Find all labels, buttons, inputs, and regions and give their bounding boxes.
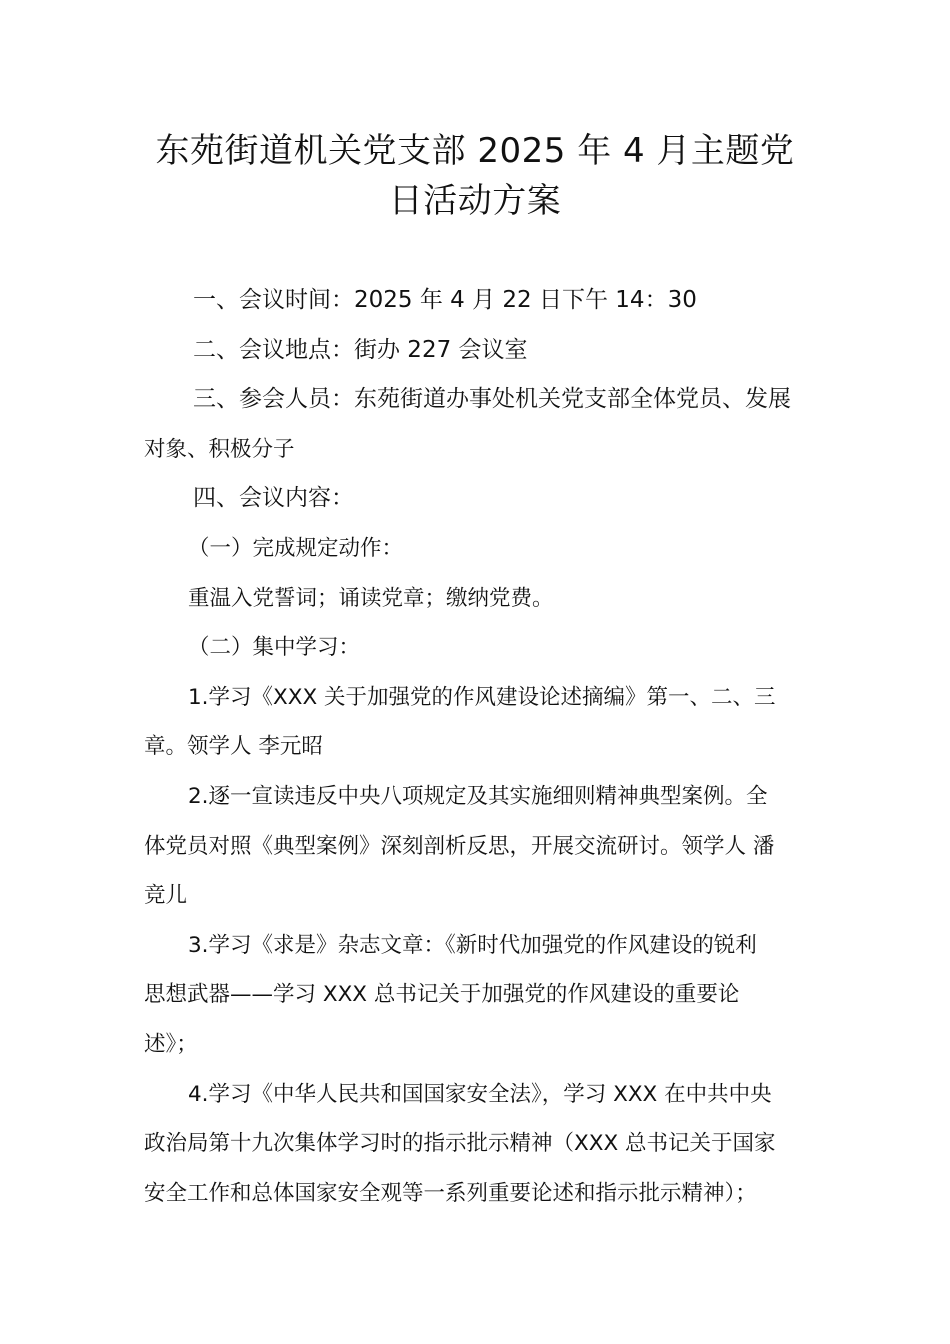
study-item-3-cont-2: 述》； bbox=[144, 1031, 198, 1057]
study-item-4-cont-2: 安全工作和总体国家安全观等一系列重要论述和指示批示精神）； bbox=[144, 1180, 757, 1206]
meeting-time: 一、会议时间：2025 年 4 月 22 日下午 14：30 bbox=[193, 287, 697, 313]
subsection-1-heading: （一）完成规定动作： bbox=[188, 535, 404, 561]
meeting-content-heading: 四、会议内容： bbox=[193, 485, 354, 512]
study-item-1-cont: 章。领学人 李元昭 bbox=[144, 734, 323, 760]
title-line-1: 东苑街道机关党支部 2025 年 4 月主题党 bbox=[155, 131, 795, 171]
study-item-2: 2.逐一宣读违反中央八项规定及其实施细则精神典型案例。全 bbox=[188, 783, 768, 809]
meeting-location: 二、会议地点：街办 227 会议室 bbox=[193, 336, 528, 363]
subsection-1-text: 重温入党誓词；诵读党章；缴纳党费。 bbox=[188, 585, 554, 611]
attendees-cont: 对象、积极分子 bbox=[144, 436, 295, 462]
study-item-2-cont: 体党员对照《典型案例》深刻剖析反思，开展交流研讨。领学人 潘 bbox=[144, 833, 775, 859]
document-body bbox=[144, 276, 808, 1218]
subsection-2-heading: （二）集中学习： bbox=[188, 635, 361, 661]
title-line-2: 日活动方案 bbox=[388, 181, 562, 221]
document-title bbox=[120, 126, 830, 226]
study-item-3: 3.学习《求是》杂志文章：《新时代加强党的作风建设的锐利 bbox=[188, 932, 757, 958]
study-item-2-cont-2: 竞儿 bbox=[144, 883, 188, 909]
study-item-1: 1.学习《XXX 关于加强党的作风建设论述摘编》第一、二、三 bbox=[188, 684, 776, 710]
attendees: 三、参会人员：东苑街道办事处机关党支部全体党员、发展 bbox=[193, 386, 791, 413]
study-item-3-cont: 思想武器——学习 XXX 总书记关于加强党的作风建设的重要论 bbox=[144, 982, 740, 1008]
study-item-4-cont: 政治局第十九次集体学习时的指示批示精神（XXX 总书记关于国家 bbox=[144, 1131, 776, 1157]
study-item-4: 4.学习《中华人民共和国国家安全法》，学习 XXX 在中共中央 bbox=[188, 1081, 772, 1107]
